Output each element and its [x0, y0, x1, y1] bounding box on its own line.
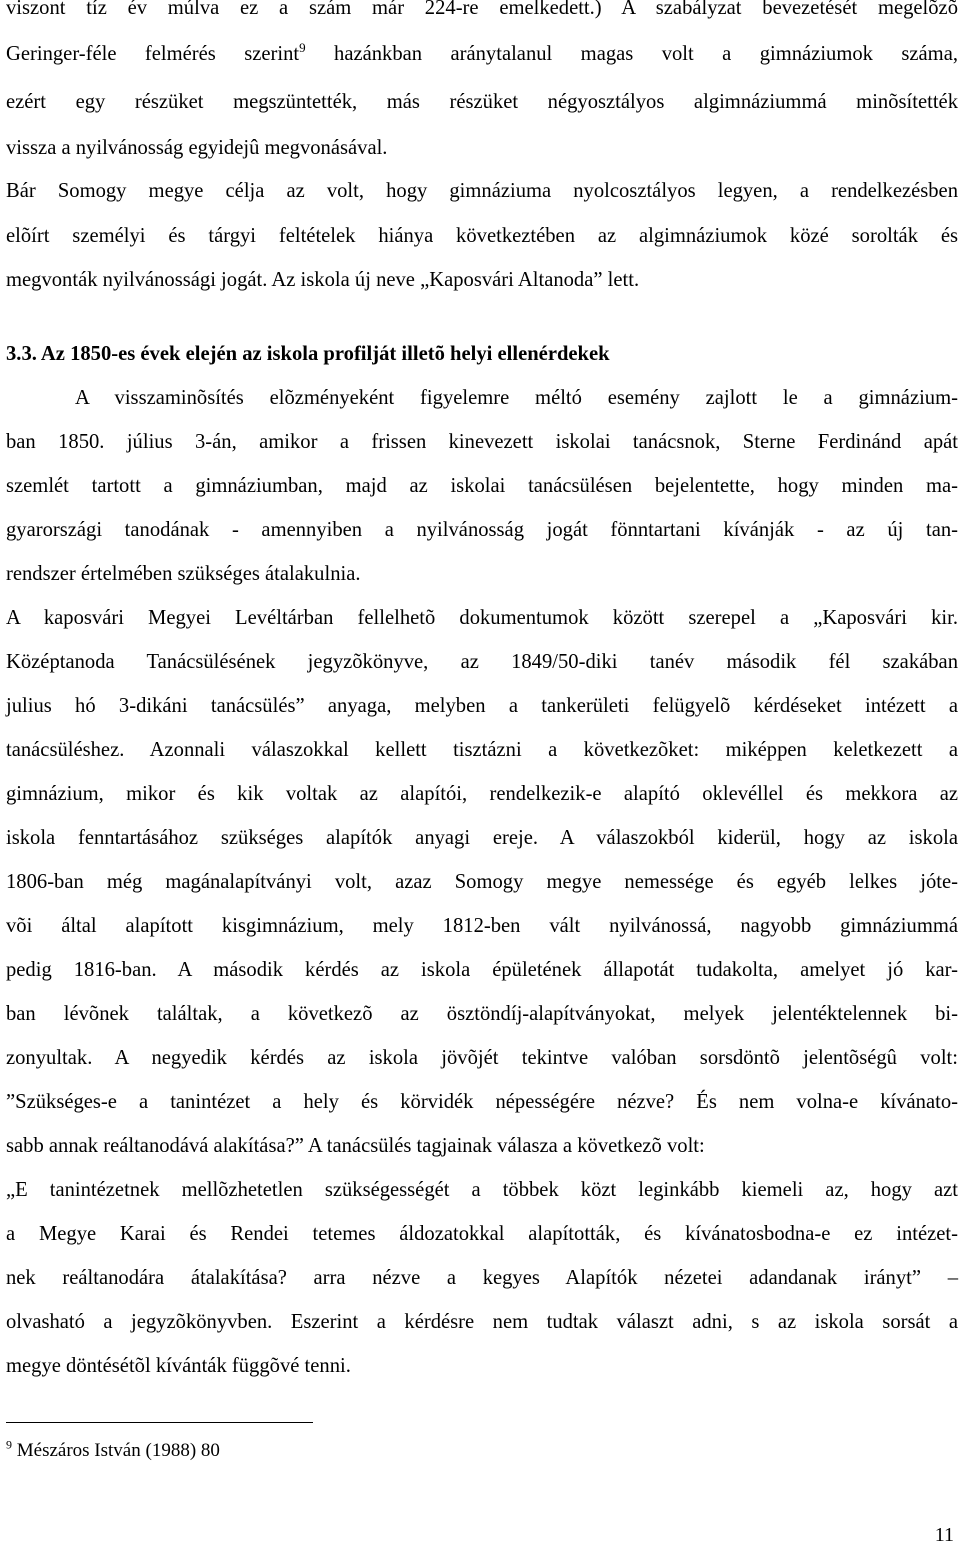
page-number: 11 — [934, 1524, 954, 1546]
paragraph-line: megye döntésétõl kívánták függõvé tenni. — [6, 1355, 351, 1377]
footnote-reference: 9 — [299, 40, 306, 56]
paragraph-line: või által alapított kisgimnázium, mely 1812-ben vált nyilvánossá, nagyobb gimnáziummá — [6, 915, 958, 937]
paragraph-line: gyarországi tanodának - amennyiben a nyilvánosság jogát fönntartani kívánják - az új tan- — [6, 519, 958, 541]
paragraph-line — [6, 40, 958, 68]
paragraph-line: julius hó 3-dikáni tanácsülés” anyaga, melyben a tankerületi felügyelõ kérdéseket intézett a — [6, 695, 958, 717]
paragraph-line: rendszer értelmében szükséges átalakulnia. — [6, 563, 361, 585]
paragraph-line: megvonták nyilvánossági jogát. Az iskola új neve „Kaposvári Altanoda” lett. — [6, 269, 640, 291]
paragraph-line: A visszaminõsítés elõzményeként figyelemre méltó esemény zajlott le a gimnázium- — [75, 387, 958, 409]
footnote-number: 9 — [6, 1437, 12, 1452]
paragraph-line: pedig 1816-ban. A második kérdés az iskola épületének állapotát tudakolta, amelyet jó kar- — [6, 959, 958, 981]
footnote — [6, 1437, 220, 1465]
paragraph-line: „E tanintézetnek mellõzhetetlen szükségességét a többek közt leginkább kiemeli az, hogy azt — [6, 1179, 958, 1201]
paragraph-line: viszont tíz év múlva ez a szám már 224-re emelkedett.) A szabályzat bevezetését megelõzõ — [6, 0, 958, 19]
paragraph-line: sabb annak reáltanodává alakítása?” A tanácsülés tagjainak válasza a következõ volt: — [6, 1135, 705, 1157]
paragraph-line: vissza a nyilvánosság egyidejû megvonásával. — [6, 137, 388, 159]
section-heading: 3.3. Az 1850-es évek elején az iskola profilját illetõ helyi ellenérdekek — [6, 343, 610, 365]
paragraph-text: hazánkban aránytalanul magas volt a gimnáziumok száma, — [334, 43, 958, 65]
paragraph-line: ezért egy részüket megszüntették, más részüket négyosztályos algimnáziummá minõsítették — [6, 91, 958, 113]
footnote-divider — [6, 1422, 313, 1423]
paragraph-line: ban lévõnek találtak, a következõ az ösztöndíj-alapítványokat, melyek jelentéktelennek bi- — [6, 1003, 958, 1025]
paragraph-line: ”Szükséges-e a tanintézet a hely és körvidék népességére nézve? És nem volna-e kívánato- — [6, 1091, 958, 1113]
paragraph-line: zonyultak. A negyedik kérdés az iskola jövõjét tekintve valóban sorsdöntõ jelentõségû volt: — [6, 1047, 958, 1069]
paragraph-line: szemlét tartott a gimnáziumban, majd az iskolai tanácsülésen bejelentette, hogy minden ma- — [6, 475, 958, 497]
paragraph-line: a Megye Karai és Rendei tetemes áldozatokkal alapították, és kívánatosbodna-e ez intézet- — [6, 1223, 958, 1245]
paragraph-line: tanácsüléshez. Azonnali válaszokkal kellett tisztázni a következõket: miképpen keletkezett a — [6, 739, 958, 761]
paragraph-line: ban 1850. július 3-án, amikor a frissen kinevezett iskolai tanácsnok, Sterne Ferdinánd apát — [6, 431, 958, 453]
footnote-text: Mészáros István (1988) 80 — [16, 1440, 220, 1461]
paragraph-line: iskola fenntartásához szükséges alapítók anyagi ereje. A válaszokból kiderül, hogy az iskola — [6, 827, 958, 849]
paragraph-line: nek reáltanodára átalakítása? arra nézve a kegyes Alapítók nézetei adandanak irányt” – — [6, 1267, 958, 1289]
paragraph-line: 1806-ban még magánalapítványi volt, azaz Somogy megye nemessége és egyéb lelkes jóte- — [6, 871, 958, 893]
paragraph-line: Középtanoda Tanácsülésének jegyzõkönyve, az 1849/50-diki tanév második fél szakában — [6, 651, 958, 673]
paragraph-line: olvasható a jegyzõkönyvben. Eszerint a kérdésre nem tudtak választ adni, s az iskola sorsát a — [6, 1311, 958, 1333]
paragraph-line: gimnázium, mikor és kik voltak az alapítói, rendelkezik-e alapító oklevéllel és mekkora az — [6, 783, 958, 805]
paragraph-line: elõírt személyi és tárgyi feltételek hiánya következtében az algimnáziumok közé sorolták és — [6, 225, 958, 247]
paragraph-line: Bár Somogy megye célja az volt, hogy gimnáziuma nyolcosztályos legyen, a rendelkezésben — [6, 180, 958, 202]
paragraph-text: Geringer-féle felmérés szerint — [6, 43, 300, 65]
paragraph-line: A kaposvári Megyei Levéltárban fellelhetõ dokumentumok között szerepel a „Kaposvári kir. — [6, 607, 958, 629]
